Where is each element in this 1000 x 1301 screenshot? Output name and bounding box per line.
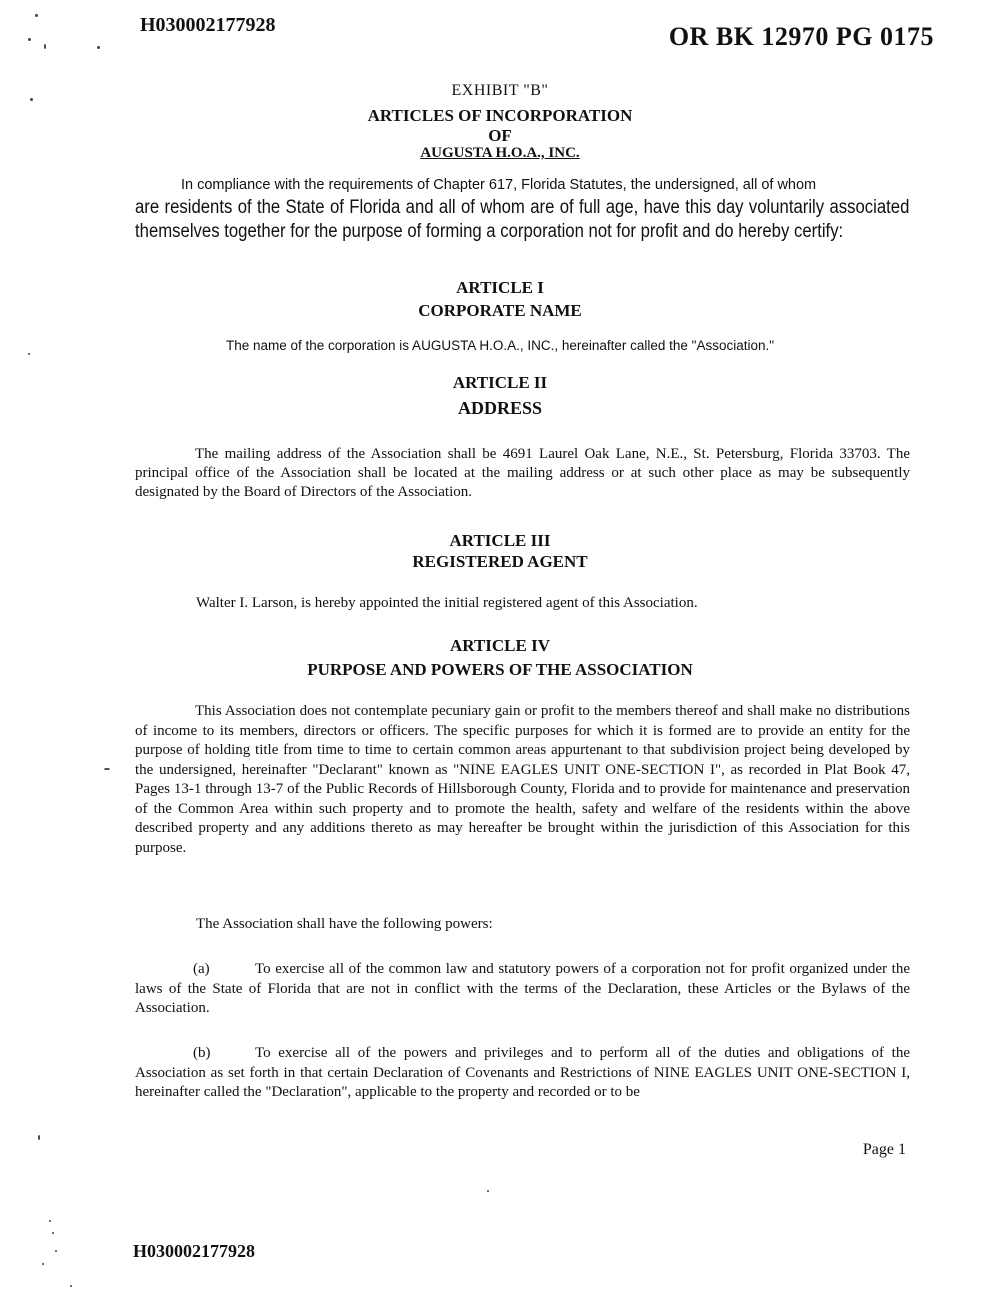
- document-id-top: H030002177928: [140, 14, 276, 36]
- page-number: Page 1: [862, 1141, 906, 1158]
- article-3-heading: ARTICLE III: [449, 531, 551, 550]
- article-3-body: Walter I. Larson, is hereby appointed the initial registered agent of this Association.: [196, 595, 698, 611]
- scan-speck: [487, 1190, 489, 1192]
- scan-speck: [55, 1250, 57, 1252]
- article-1-heading: ARTICLE I: [456, 278, 544, 297]
- article-1-body: The name of the corporation is AUGUSTA H.O.A., INC., hereinafter called the "Association.": [225, 338, 775, 353]
- power-item-b: [135, 1044, 910, 1103]
- article-2-heading: ARTICLE II: [452, 373, 548, 392]
- scan-speck: [30, 98, 33, 101]
- scan-speck: [97, 46, 100, 49]
- intro-first-line: In compliance with the requirements of Chapter 617, Florida Statutes, the undersigned, all of whom: [181, 177, 817, 193]
- power-item-a-label: (a): [193, 961, 210, 977]
- scan-speck: [52, 1232, 54, 1234]
- scan-speck: [44, 44, 46, 49]
- article-3-subheading: REGISTERED AGENT: [412, 552, 588, 571]
- scan-speck: [28, 38, 31, 41]
- document-title-of: OF: [488, 126, 512, 145]
- article-4-body: This Association does not contemplate pecuniary gain or profit to the members thereof and shall make no distributions of income to its members, directors or officers. The specific purposes for which it is formed are to provide an entity for the purpose of holding title from time to time to certain common areas appurtenant to that subdivision project being developed by the undersigned, hereinafter "Declarant" known as "NINE EAGLES UNIT ONE-SECTION I", as recorded in Plat Book 47, Pages 13-1 through 13-7 of the Public Records of Hillsborough County, Florida and to provide for maintenance and preservation of the Common Area within such property and to promote the health, safety and welfare of the residents within the above described property and any additions thereto as may hereafter be brought within the jurisdiction of this Association for this purpose.: [135, 703, 910, 856]
- scan-speck: [49, 1220, 51, 1222]
- power-item-b-label: (b): [193, 1045, 211, 1061]
- powers-intro: The Association shall have the following powers:: [196, 916, 493, 932]
- scan-speck: [38, 1135, 40, 1140]
- article-1-subheading: CORPORATE NAME: [418, 301, 582, 320]
- scan-speck: [42, 1263, 44, 1265]
- document-title: ARTICLES OF INCORPORATION: [367, 106, 633, 125]
- article-4-subheading: PURPOSE AND POWERS OF THE ASSOCIATION: [307, 660, 693, 679]
- intro-paragraph: are residents of the State of Florida and all of whom are of full age, have this day voluntarily associated themselves together for the purpose of forming a corporation not for profit and do hereby certify:: [135, 197, 910, 242]
- scan-speck: [28, 353, 30, 355]
- article-2-subheading: ADDRESS: [457, 398, 543, 418]
- document-id-bottom: H030002177928: [133, 1241, 256, 1261]
- corporation-name-title: AUGUSTA H.O.A., INC.: [420, 145, 580, 161]
- book-page-stamp: OR BK 12970 PG 0175: [668, 22, 934, 51]
- scan-speck: [70, 1285, 72, 1287]
- power-item-b-text: To exercise all of the powers and privileges and to perform all of the duties and obligations of the Association as set forth in that certain Declaration of Covenants and Restrictions of NINE EAGLES UNIT ONE-SECTION I, hereinafter called the "Declaration", applicable to the property and recorded or to be: [135, 1045, 910, 1100]
- article-4-heading: ARTICLE IV: [449, 636, 550, 655]
- article-2-body: The mailing address of the Association shall be 4691 Laurel Oak Lane, N.E., St. Petersburg, Florida 33703. The principal office of the Association shall be located at the mailing address or at such other place as may be subsequently designated by the Board of Directors of the Association.: [135, 446, 910, 500]
- scan-speck: [104, 768, 110, 770]
- scan-speck: [35, 14, 38, 17]
- exhibit-label: EXHIBIT "B": [451, 82, 549, 99]
- power-item-a: [135, 960, 910, 1019]
- power-item-a-text: To exercise all of the common law and statutory powers of a corporation not for profit organized under the laws of the State of Florida that are not in conflict with the terms of the Declaration, these Articles or the Bylaws of the Association.: [135, 961, 910, 1016]
